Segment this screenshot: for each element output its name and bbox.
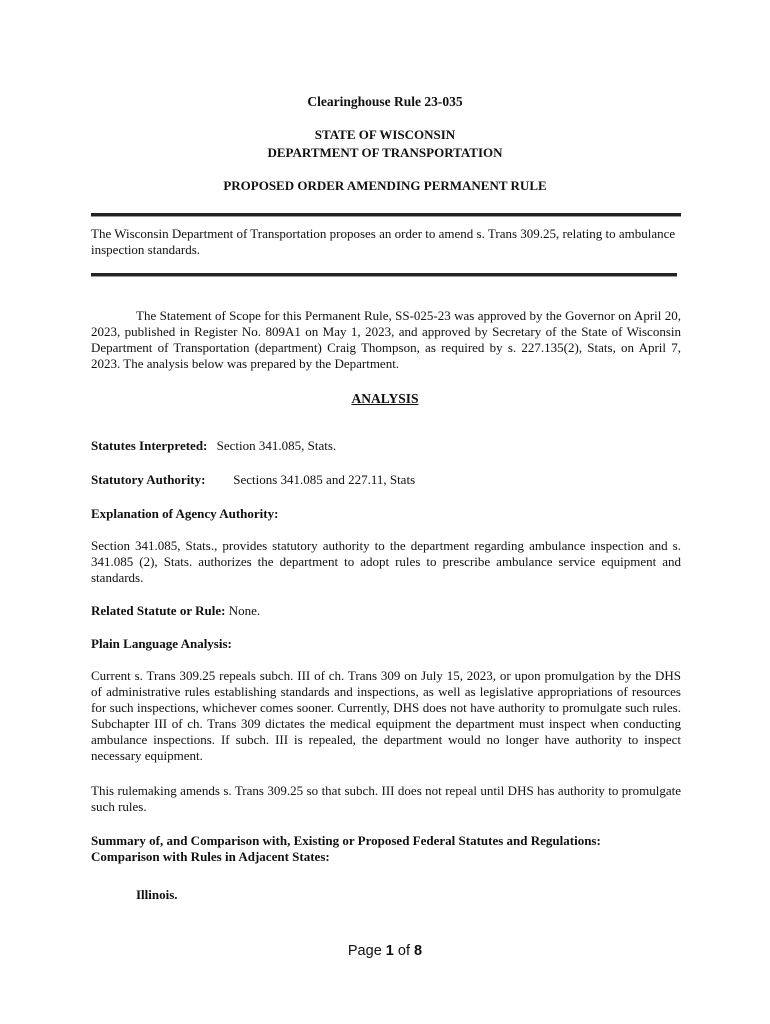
statutory-authority-row <box>91 472 415 488</box>
plain-language-paragraph-2: This rulemaking amends s. Trans 309.25 so that subch. III does not repeal until DHS has authority to promulgate such rules. <box>91 783 681 814</box>
explanation-paragraph: Section 341.085, Stats., provides statutory authority to the department regarding ambulance inspection and s. 341.085 (2), Stats. authorizes the department to adopt rules to prescribe ambulance service equipment and standards. <box>91 538 681 585</box>
scope-statement: The Statement of Scope for this Permanent Rule, SS-025-23 was approved by the Governor on April 20, 2023, published in Register No. 809A1 on May 1, 2023, and approved by Secretary of the State of Wisconsin Department of Transportation (department) Craig Thompson, as required by s. 227.135(2), Stats, on April 7, 2023. The analysis below was prepared by the Department. <box>91 308 681 371</box>
statutes-interpreted-row <box>91 438 336 454</box>
clearinghouse-title: Clearinghouse Rule 23-035 <box>307 94 463 109</box>
related-statute-label: Related Statute or Rule: <box>91 603 226 618</box>
analysis-heading: ANALYSIS <box>351 391 419 406</box>
order-title: PROPOSED ORDER AMENDING PERMANENT RULE <box>223 178 547 193</box>
statutory-authority-label: Statutory Authority: <box>91 472 206 487</box>
footer-total-pages: 8 <box>414 943 423 959</box>
comparison-adjacent-heading: Comparison with Rules in Adjacent States: <box>91 849 330 864</box>
related-statute-value: None. <box>225 603 261 618</box>
statutes-interpreted-label: Statutes Interpreted: <box>91 438 208 453</box>
plain-language-heading: Plain Language Analysis: <box>91 636 232 651</box>
related-statute-row <box>91 603 260 619</box>
plain-language-paragraph-1: Current s. Trans 309.25 repeals subch. III of ch. Trans 309 on July 15, 2023, or upon promulgation by the DHS of administrative rules establishing standards and inspections, as well as legislative appropriations of resources for such inspections, whichever comes sooner. Currently, DHS does not have authority to promulgate such rules. Subchapter III of ch. Trans 309 dictates the medical equipment the department must inspect when conducting ambulance inspections. If subch. III is repealed, the department would no longer have authority to inspect necessary equipment. <box>91 668 681 763</box>
summary-paragraph: The Wisconsin Department of Transportation proposes an order to amend s. Trans 309.25, relating to ambulance inspection standards. <box>91 226 676 257</box>
department-title: DEPARTMENT OF TRANSPORTATION <box>267 145 503 160</box>
footer-prefix: Page <box>347 943 386 959</box>
top-divider <box>91 213 681 217</box>
footer-middle: of <box>393 943 415 959</box>
state-illinois-heading: Illinois. <box>136 887 178 902</box>
comparison-federal-heading: Summary of, and Comparison with, Existing or Proposed Federal Statutes and Regulations: <box>91 833 601 848</box>
statutes-interpreted-value: Section 341.085, Stats. <box>216 438 337 453</box>
footer-current-page: 1 <box>385 943 394 959</box>
statutory-authority-value: Sections 341.085 and 227.11, Stats <box>233 472 416 487</box>
state-title: STATE OF WISCONSIN <box>314 127 456 142</box>
explanation-heading: Explanation of Agency Authority: <box>91 506 279 521</box>
bottom-divider <box>91 273 677 277</box>
page-footer <box>0 943 770 959</box>
